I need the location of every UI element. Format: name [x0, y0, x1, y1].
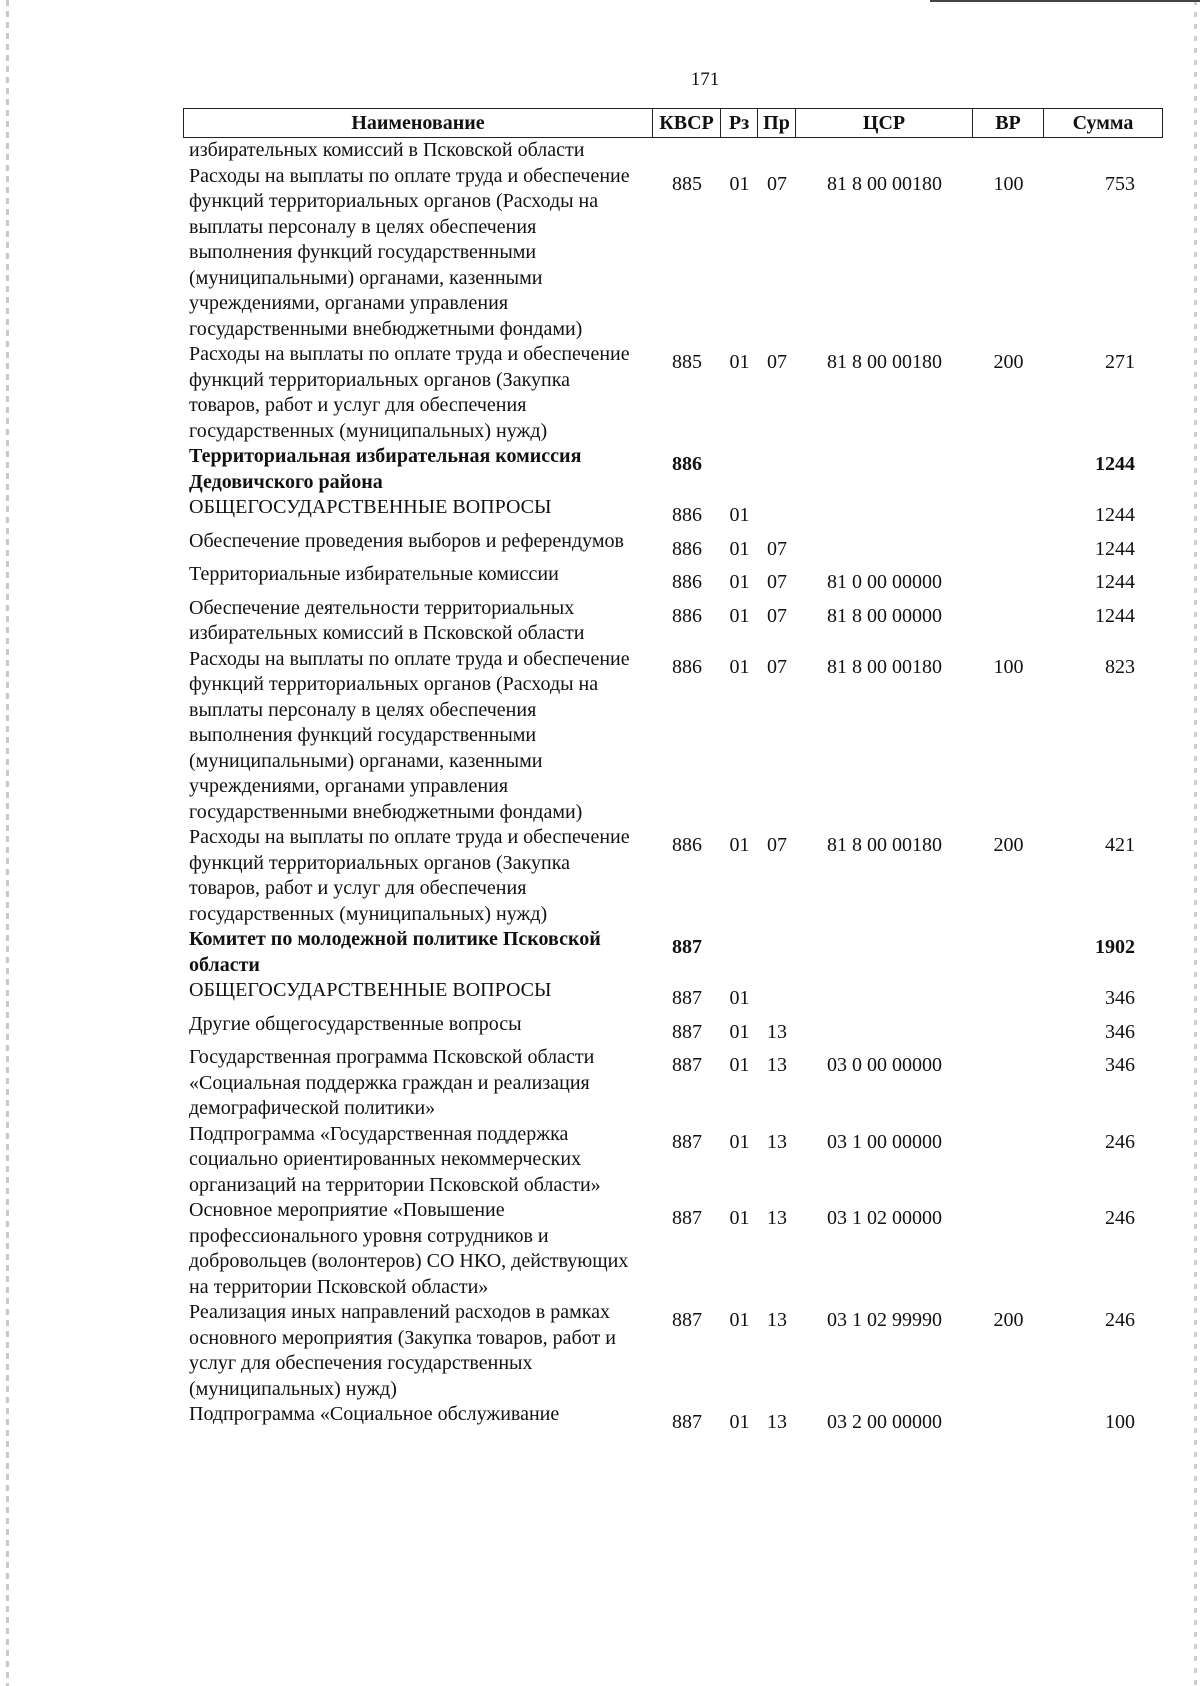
cell-rz: 01 [729, 537, 750, 560]
cell-pr: 07 [767, 172, 787, 195]
cell-sum: 1244 [1095, 537, 1135, 560]
cell-csr: 81 8 00 00000 [827, 604, 942, 627]
cell-name: Территориальная избирательная комиссия Дедовичского района [189, 445, 582, 493]
cell-kvsr: 887 [672, 1207, 702, 1229]
cell-rz [721, 138, 758, 164]
cell-kvsr: 885 [672, 172, 702, 195]
cell-kvsr: 886 [672, 537, 702, 560]
cell-rz: 01 [729, 987, 750, 1009]
cell-kvsr: 887 [672, 1054, 702, 1076]
cell-csr [796, 978, 973, 1012]
top-rule [930, 0, 1200, 2]
cell-rz: 01 [729, 604, 750, 627]
cell-name: Подпрограмма «Социальное обслуживание [189, 1403, 560, 1425]
cell-vr [973, 1045, 1044, 1122]
cell-rz: 01 [729, 834, 750, 856]
cell-vr [973, 927, 1044, 978]
cell-pr: 13 [767, 1309, 787, 1331]
cell-vr [973, 138, 1044, 164]
cell-pr [758, 444, 796, 495]
cell-name: избирательных комиссий в Псковской области [189, 139, 585, 161]
cell-vr: 100 [993, 655, 1024, 678]
cell-pr: 07 [767, 655, 787, 678]
cell-kvsr: 886 [672, 604, 702, 627]
cell-csr: 81 8 00 00180 [827, 351, 942, 373]
cell-sum: 271 [1105, 351, 1135, 373]
cell-kvsr: 886 [672, 504, 702, 526]
cell-vr: 200 [993, 351, 1024, 373]
cell-kvsr: 885 [672, 351, 702, 373]
col-header-vr: ВР [973, 108, 1044, 138]
cell-sum: 346 [1105, 987, 1135, 1009]
cell-name: Расходы на выплаты по оплате труда и обеспечение функций территориальных органов (Расходы на выплаты персоналу в целях обеспечения выполнения функций государственными (муниципальными) органами, казенными учреждениями, органами управления государственными внебюджетными фондами) [189, 647, 630, 823]
cell-vr [973, 1012, 1044, 1046]
col-header-kvsr: КВСР [653, 108, 721, 138]
cell-pr: 07 [767, 571, 787, 593]
cell-rz: 01 [729, 1309, 750, 1331]
cell-kvsr: 887 [672, 1411, 702, 1433]
cell-csr: 03 0 00 00000 [827, 1054, 942, 1076]
cell-sum: 823 [1105, 655, 1135, 678]
cell-name: Расходы на выплаты по оплате труда и обеспечение функций территориальных органов (Расходы на выплаты персоналу в целях обеспечения выполнения функций государственными (муниципальными) органами, казенными учреждениями, органами управления государственными внебюджетными фондами) [189, 164, 630, 340]
cell-sum: 1244 [1095, 604, 1135, 627]
cell-csr [796, 138, 973, 164]
cell-vr [973, 529, 1044, 563]
cell-sum: 1902 [1095, 936, 1135, 958]
col-header-pr: Пр [758, 108, 796, 138]
cell-rz: 01 [729, 571, 750, 593]
cell-vr: 200 [993, 834, 1024, 856]
cell-vr: 200 [993, 1309, 1024, 1331]
cell-name: Обеспечение проведения выборов и референдумов [189, 529, 624, 552]
col-header-sum: Сумма [1044, 108, 1163, 138]
cell-kvsr: 887 [672, 936, 702, 958]
cell-name: Государственная программа Псковской области «Социальная поддержка граждан и реализация демографической политики» [189, 1046, 595, 1119]
budget-table [183, 108, 1163, 1436]
cell-pr: 13 [767, 1207, 787, 1229]
cell-rz [721, 444, 758, 495]
col-header-csr: ЦСР [796, 108, 973, 138]
cell-name: ОБЩЕГОСУДАРСТВЕННЫЕ ВОПРОСЫ [189, 979, 552, 1001]
cell-csr [796, 444, 973, 495]
cell-kvsr: 887 [672, 1309, 702, 1331]
cell-kvsr: 887 [672, 987, 702, 1009]
page-number: 171 [690, 69, 720, 90]
scan-edge-left [6, 0, 9, 1686]
cell-kvsr [653, 138, 721, 164]
cell-pr: 13 [767, 1411, 787, 1433]
col-header-rz: Рз [721, 108, 758, 138]
cell-pr: 07 [767, 351, 787, 373]
cell-pr: 07 [767, 834, 787, 856]
cell-pr: 13 [767, 1130, 787, 1153]
cell-sum: 753 [1105, 172, 1135, 195]
cell-vr [973, 495, 1044, 529]
cell-rz: 01 [729, 1411, 750, 1433]
cell-csr [796, 1012, 973, 1046]
cell-sum: 346 [1105, 1020, 1135, 1043]
cell-name: Расходы на выплаты по оплате труда и обеспечение функций территориальных органов (Закупка товаров, работ и услуг для обеспечения государственных (муниципальных) нужд) [189, 826, 630, 925]
col-header-name: Наименование [183, 108, 653, 138]
cell-sum [1044, 138, 1163, 164]
cell-rz: 01 [729, 504, 750, 526]
cell-csr: 81 0 00 00000 [827, 571, 942, 593]
cell-pr: 13 [767, 1054, 787, 1076]
cell-rz: 01 [729, 1054, 750, 1076]
cell-vr [973, 1122, 1044, 1199]
cell-vr [973, 562, 1044, 596]
cell-kvsr: 887 [672, 1130, 702, 1153]
cell-name: Основное мероприятие «Повышение профессионального уровня сотрудников и добровольцев (волонтеров) СО НКО, действующих на территории Псковской области» [189, 1199, 629, 1298]
cell-name: Реализация иных направлений расходов в рамках основного мероприятия (Закупка товаров, работ и услуг для обеспечения государственных (муниципальных) нужд) [189, 1301, 616, 1400]
cell-name: Расходы на выплаты по оплате труда и обеспечение функций территориальных органов (Закупка товаров, работ и услуг для обеспечения государственных (муниципальных) нужд) [189, 343, 630, 442]
cell-pr: 13 [767, 1020, 787, 1043]
cell-name: Обеспечение деятельности территориальных избирательных комиссий в Псковской области [189, 596, 585, 644]
cell-csr: 03 1 00 00000 [827, 1130, 942, 1153]
cell-pr [758, 978, 796, 1012]
cell-pr [758, 927, 796, 978]
cell-rz: 01 [729, 1130, 750, 1153]
cell-sum: 1244 [1095, 571, 1135, 593]
cell-name: Территориальные избирательные комиссии [189, 563, 559, 585]
cell-kvsr: 886 [672, 655, 702, 678]
cell-rz: 01 [729, 351, 750, 373]
cell-pr [758, 138, 796, 164]
cell-rz: 01 [729, 1207, 750, 1229]
cell-vr [973, 596, 1044, 647]
cell-csr: 03 2 00 00000 [827, 1411, 942, 1433]
cell-sum: 1244 [1095, 453, 1135, 475]
cell-sum: 346 [1105, 1054, 1135, 1076]
cell-sum: 246 [1105, 1309, 1135, 1331]
cell-kvsr: 887 [672, 1020, 702, 1043]
cell-vr [973, 978, 1044, 1012]
cell-vr: 100 [993, 172, 1024, 195]
cell-rz [721, 927, 758, 978]
cell-name: Подпрограмма «Государственная поддержка социально ориентированных некоммерческих организаций на территории Псковской области» [189, 1122, 601, 1196]
cell-csr [796, 927, 973, 978]
cell-sum: 246 [1105, 1130, 1135, 1153]
cell-kvsr: 886 [672, 834, 702, 856]
cell-csr: 03 1 02 00000 [827, 1207, 942, 1229]
cell-sum: 100 [1105, 1411, 1135, 1433]
cell-sum: 421 [1105, 834, 1135, 856]
cell-csr: 03 1 02 99990 [827, 1309, 942, 1331]
cell-kvsr: 886 [672, 453, 702, 475]
cell-vr [973, 1402, 1044, 1436]
cell-vr [973, 1198, 1044, 1300]
cell-name: Другие общегосударственные вопросы [189, 1012, 522, 1035]
cell-csr [796, 495, 973, 529]
cell-pr: 07 [767, 604, 787, 627]
cell-pr: 07 [767, 537, 787, 560]
cell-csr [796, 529, 973, 563]
cell-name: Комитет по молодежной политике Псковской области [189, 928, 601, 976]
cell-rz: 01 [729, 655, 750, 678]
cell-csr: 81 8 00 00180 [827, 655, 942, 678]
cell-sum: 1244 [1095, 504, 1135, 526]
cell-sum: 246 [1105, 1207, 1135, 1229]
cell-vr [973, 444, 1044, 495]
cell-pr [758, 495, 796, 529]
cell-rz: 01 [729, 172, 750, 195]
cell-rz: 01 [729, 1020, 750, 1043]
cell-kvsr: 886 [672, 571, 702, 593]
cell-csr: 81 8 00 00180 [827, 834, 942, 856]
cell-name: ОБЩЕГОСУДАРСТВЕННЫЕ ВОПРОСЫ [189, 496, 552, 518]
scan-edge-right [1194, 0, 1197, 1686]
cell-csr: 81 8 00 00180 [827, 172, 942, 195]
